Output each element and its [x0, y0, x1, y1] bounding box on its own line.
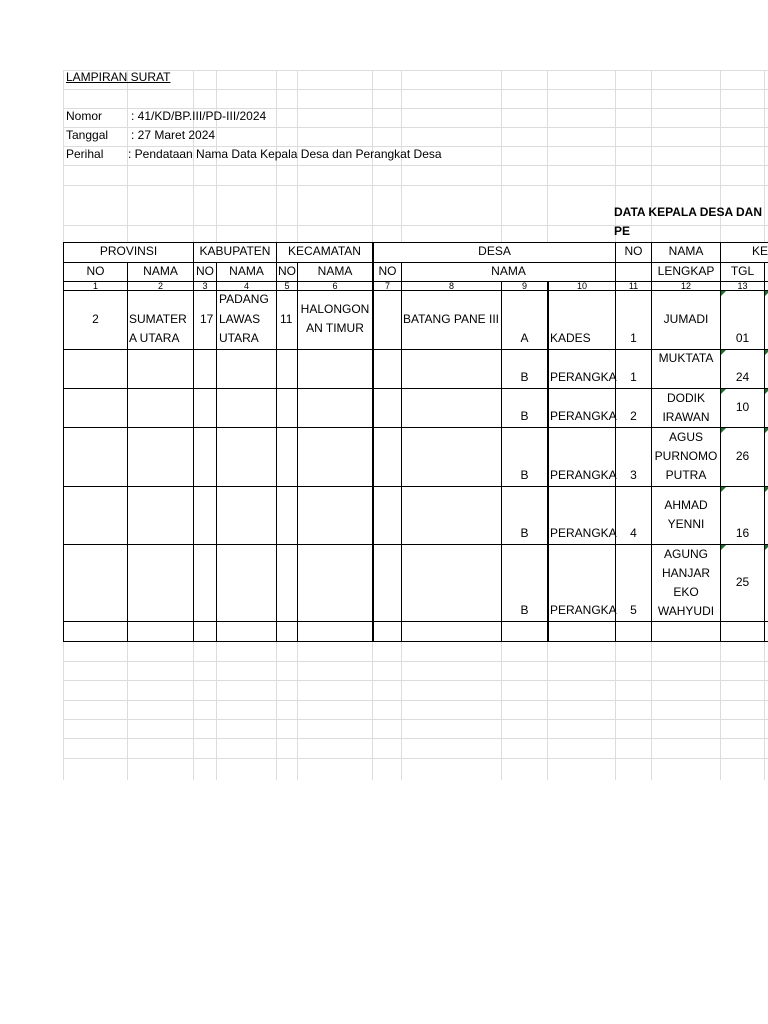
col-num-9: 9 — [521, 281, 527, 291]
row-jabatan: PERANGKA — [550, 409, 617, 423]
col-num-5: 5 — [284, 281, 290, 291]
cell-comment-marker — [721, 545, 726, 550]
kec-nama-line-2: AN TIMUR — [306, 321, 364, 335]
row-kode: B — [520, 370, 529, 384]
perihal-label: Perihal — [66, 147, 104, 161]
nomor-value: : 41/KD/BP.III/PD-III/2024 — [131, 109, 267, 123]
row-nama-line: MUKTATA — [658, 351, 714, 365]
row-jabatan: PERANGKA — [550, 603, 617, 617]
row-kode: A — [520, 331, 529, 345]
header-nama-lengkap-1: NAMA — [668, 244, 704, 258]
lampiran-title: LAMPIRAN SURAT — [66, 70, 171, 84]
kec-no-cell: 11 — [280, 312, 293, 326]
header-tgl: TGL — [730, 264, 755, 278]
cell-comment-marker — [721, 350, 726, 355]
row-tgl: 10 — [735, 400, 750, 414]
header-kab-no: NO — [196, 264, 214, 278]
row-tgl: 01 — [735, 331, 750, 345]
row-jabatan: PERANGKA — [550, 468, 617, 482]
cell-comment-marker — [721, 389, 726, 394]
kec-nama-line-1: HALONGON — [300, 302, 370, 316]
row-jabatan: PERANGKA — [550, 526, 617, 540]
desa-nama-cell: BATANG PANE III — [403, 312, 500, 326]
header-ke: KE — [752, 244, 768, 258]
row-nama-line: HANJAR — [661, 565, 710, 580]
header-prov-nama: NAMA — [143, 264, 178, 278]
cell-comment-marker — [721, 487, 726, 492]
row-no: 2 — [630, 409, 637, 423]
prov-no-cell: 2 — [92, 312, 99, 326]
cell-comment-marker — [721, 428, 726, 433]
row-kode: B — [520, 468, 529, 482]
col-num-7: 7 — [384, 281, 390, 291]
row-no: 5 — [630, 603, 637, 617]
header-kecamatan: KECAMATAN — [288, 244, 361, 258]
header-kab-nama: NAMA — [229, 264, 264, 278]
row-nama-line: AHMAD — [664, 498, 708, 512]
kab-no-cell: 17 — [200, 312, 214, 326]
row-no: 3 — [630, 468, 637, 482]
row-no: 4 — [630, 526, 637, 540]
tanggal-value: : 27 Maret 2024 — [131, 128, 216, 142]
row-kode: B — [520, 526, 529, 540]
col-num-3: 3 — [202, 281, 208, 291]
row-nama-line: YENNI — [667, 517, 705, 531]
perihal-value: : Pendataan Nama Data Kepala Desa dan Perangkat Desa — [128, 147, 442, 161]
row-nama-line: EKO — [673, 584, 699, 599]
row-tgl: 16 — [735, 526, 750, 540]
row-nama-line: PURNOMO — [654, 449, 718, 463]
header-nama-lengkap-2: LENGKAP — [657, 264, 715, 278]
header-kabupaten: KABUPATEN — [199, 244, 271, 258]
kab-nama-line-3: UTARA — [219, 331, 259, 345]
header-kec-nama: NAMA — [317, 264, 353, 278]
header-desa-nama: NAMA — [491, 264, 526, 278]
row-tgl: 26 — [735, 449, 750, 463]
col-num-1: 1 — [92, 281, 98, 291]
cell-comment-marker — [721, 291, 726, 296]
row-nama-line: AGUS — [668, 430, 703, 444]
header-provinsi: PROVINSI — [99, 244, 158, 258]
row-kode: B — [520, 409, 529, 423]
col-num-2: 2 — [157, 281, 163, 291]
row-nama-line: IRAWAN — [662, 409, 710, 424]
row-no: 1 — [630, 331, 637, 345]
row-nama-line: PUTRA — [665, 468, 707, 482]
tanggal-label: Tanggal — [66, 128, 109, 142]
kab-nama-line-1: PADANG — [219, 292, 269, 306]
col-num-8: 8 — [448, 281, 454, 291]
header-kec-no: NO — [278, 264, 296, 278]
row-tgl: 25 — [735, 575, 750, 589]
row-jabatan: KADES — [550, 331, 591, 345]
header-desa-no: NO — [378, 264, 397, 278]
col-num-4: 4 — [243, 281, 249, 291]
row-tgl: 24 — [735, 370, 750, 384]
col-num-13: 13 — [737, 281, 748, 291]
row-nama-line: JUMADI — [663, 312, 709, 326]
col-num-11: 11 — [628, 281, 639, 291]
prov-nama-line-1: SUMATER — [129, 312, 187, 326]
row-nama-line: DODIK — [666, 390, 705, 405]
row-no: 1 — [630, 370, 637, 384]
nomor-label: Nomor — [66, 109, 103, 123]
header-desa: DESA — [478, 244, 511, 258]
header-prov-no: NO — [86, 264, 105, 278]
row-kode: B — [520, 603, 529, 617]
col-num-10: 10 — [576, 281, 587, 291]
col-num-6: 6 — [332, 281, 338, 291]
row-jabatan: PERANGKA — [550, 370, 617, 384]
header-no-urut: NO — [624, 244, 643, 258]
row-nama-line: AGUNG — [663, 546, 708, 561]
col-num-12: 12 — [680, 281, 691, 291]
table-title: DATA KEPALA DESA DAN PE — [614, 205, 762, 238]
row-nama-line: WAHYUDI — [657, 603, 715, 618]
kab-nama-line-2: LAWAS — [219, 312, 261, 326]
prov-nama-line-2: A UTARA — [129, 331, 180, 345]
